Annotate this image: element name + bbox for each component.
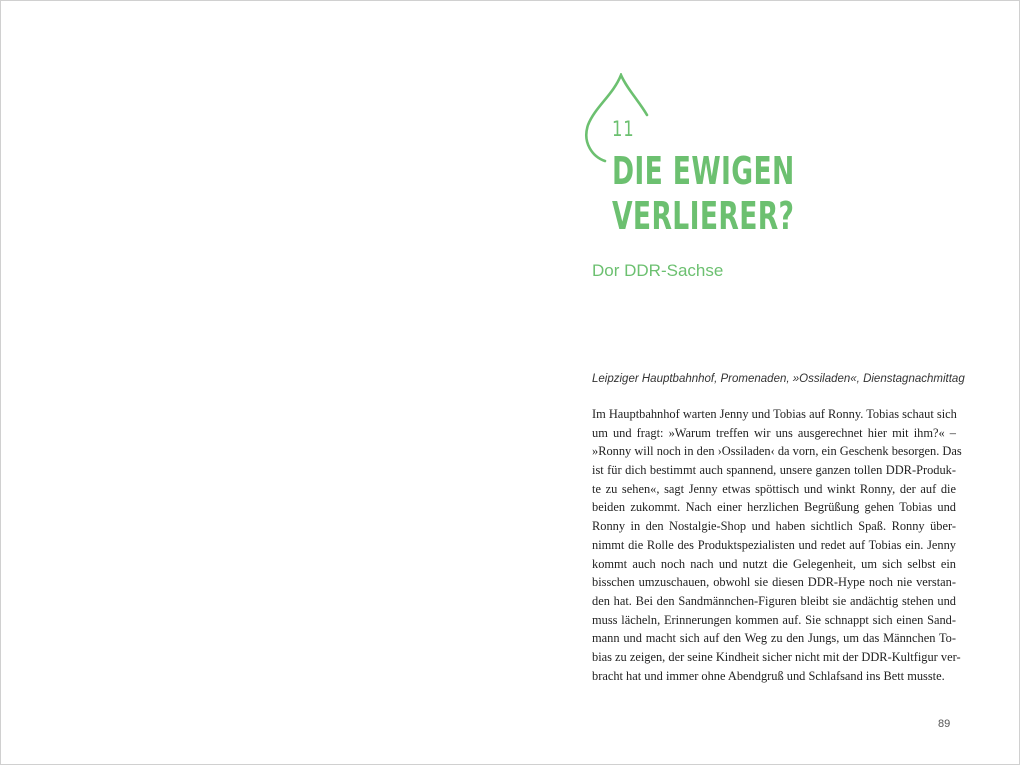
- chapter-subtitle: Dor DDR-Sachse: [592, 261, 724, 280]
- body-text: [592, 405, 962, 685]
- body-line: um und fragt: »Warum treffen wir uns ausgerechnet hier mit ihm?« –: [592, 425, 956, 440]
- body-line: ist für dich bestimmt auch spannend, unsere ganzen tollen DDR-Produk-: [592, 463, 956, 478]
- body-line: kommt auch noch nach und nutzt die Gelegenheit, um sich selbst ein: [592, 556, 956, 571]
- body-line: bias zu zeigen, der seine Kindheit sicher nicht mit der DDR-Kultfigur ver-: [592, 649, 961, 664]
- body-line: muss lächeln, Erinnerungen kommen auf. Sie schnappt sich einen Sand-: [592, 612, 956, 627]
- page-number: 89: [938, 718, 951, 730]
- chapter-title-line-1: DIE EWIGEN: [612, 149, 795, 193]
- body-line: bracht hat und immer ohne Abendgruß und Schlafsand ins Bett musste.: [592, 668, 945, 683]
- body-line: te zu sehen«, sagt Jenny etwas spöttisch und winkt Ronny, der auf die: [592, 481, 956, 496]
- chapter-title: [612, 149, 795, 239]
- body-line: den hat. Bei den Sandmännchen-Figuren bleibt sie andächtig stehen und: [592, 593, 956, 608]
- body-line: bisschen umzuschauen, obwohl sie diesen DDR-Hype noch nie verstan-: [592, 575, 956, 590]
- body-line: mann und macht sich auf den Weg zu den Jungs, um das Männchen To-: [592, 631, 956, 646]
- body-line: Im Hauptbahnhof warten Jenny und Tobias auf Ronny. Tobias schaut sich: [592, 407, 957, 421]
- chapter-number: 11: [612, 117, 635, 141]
- body-line: nimmt die Rolle des Produktspezialisten und redet auf Tobias ein. Jenny: [592, 537, 956, 552]
- scene-location: Leipziger Hauptbahnhof, Promenaden, »Ossiladen«, Dienstagnachmittag: [592, 373, 965, 385]
- chapter-title-line-2: VERLIERER?: [612, 194, 795, 238]
- body-line: Ronny in den Nostalgie-Shop und haben sichtlich Spaß. Ronny über-: [592, 519, 956, 534]
- body-line: »Ronny will noch in den ›Ossiladen‹ da vorn, ein Geschenk besorgen. Das: [592, 444, 962, 459]
- body-line: beiden zukommt. Nach einer herzlichen Begrüßung gehen Tobias und: [592, 500, 956, 515]
